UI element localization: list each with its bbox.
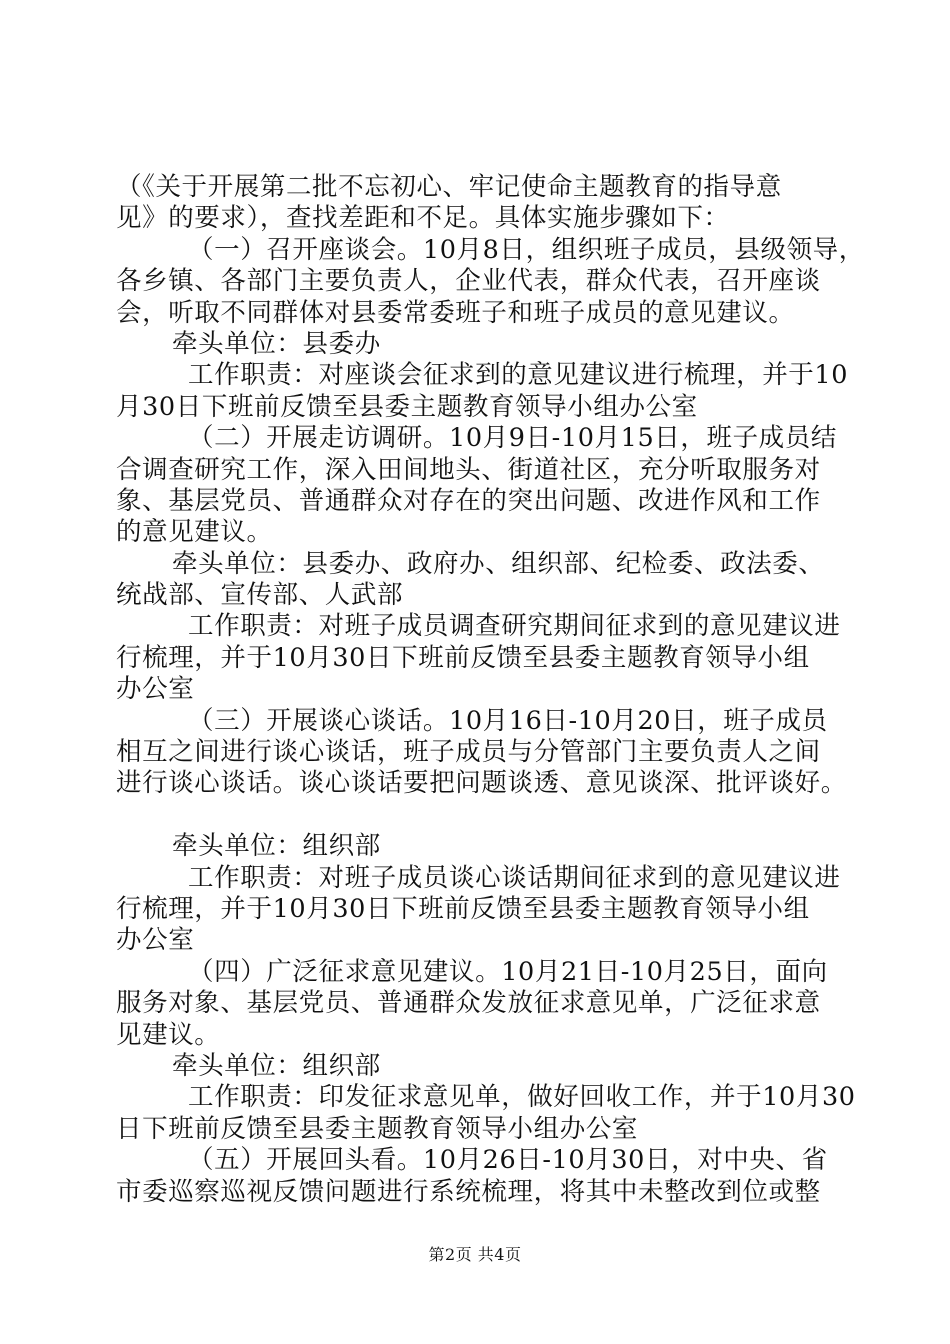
body-line: 牵头单位：县委办、政府办、组织部、纪检委、政法委、 <box>172 548 825 579</box>
body-line: 进行谈心谈话。谈心谈话要把问题谈透、意见谈深、批评谈好。 <box>116 768 847 799</box>
body-line: 各乡镇、各部门主要负责人，企业代表，群众代表，召开座谈 <box>116 266 821 297</box>
body-line: 日下班前反馈至县委主题教育领导小组办公室 <box>116 1113 639 1144</box>
body-line: 牵头单位：组织部 <box>172 831 381 862</box>
body-line: 行梳理，并于10月30日下班前反馈至县委主题教育领导小组 <box>116 893 810 924</box>
body-line: 相互之间进行谈心谈话，班子成员与分管部门主要负责人之间 <box>116 737 821 768</box>
body-line: 牵头单位：县委办 <box>172 328 381 359</box>
body-line: 办公室 <box>116 674 195 705</box>
body-line: 行梳理，并于10月30日下班前反馈至县委主题教育领导小组 <box>116 642 810 673</box>
body-line: （《关于开展第二批不忘初心、牢记使命主题教育的指导意 <box>116 172 782 202</box>
body-line: 象、基层党员、普通群众对存在的突出问题、改进作风和工作 <box>116 485 821 516</box>
blank-line <box>116 800 838 831</box>
body-line: 服务对象、基层党员、普通群众发放征求意见单，广泛征求意 <box>116 988 821 1019</box>
page-footer: 第2页 共4页 <box>428 1245 522 1264</box>
body-line: 工作职责：对班子成员谈心谈话期间征求到的意见建议进 <box>188 862 841 893</box>
body-line: （三）开展谈心谈话。10月16日-10月20日，班子成员 <box>188 705 828 736</box>
body-line: 办公室 <box>116 925 195 956</box>
body-line: 牵头单位：组织部 <box>172 1050 381 1081</box>
body-line: 工作职责：印发征求意见单，做好回收工作，并于10月30 <box>188 1082 856 1113</box>
body-line: 月30日下班前反馈至县委主题教育领导小组办公室 <box>116 391 698 422</box>
body-line: （四）广泛征求意见建议。10月21日-10月25日，面向 <box>188 956 828 987</box>
body-line: 市委巡察巡视反馈问题进行系统梳理，将其中未整改到位或整 <box>116 1176 821 1207</box>
body-line: 会，听取不同群体对县委常委班子和班子成员的意见建议。 <box>116 297 795 328</box>
body-line: 的意见建议。 <box>116 517 273 548</box>
body-line: 合调查研究工作，深入田间地头、街道社区，充分听取服务对 <box>116 454 821 485</box>
body-line: （五）开展回头看。10月26日-10月30日，对中央、省 <box>188 1145 828 1176</box>
body-line: （二）开展走访调研。10月9日-10月15日，班子成员结 <box>188 423 837 454</box>
body-line: （一）召开座谈会。10月8日，组织班子成员，县级领导， <box>188 234 865 265</box>
body-line: 统战部、宣传部、人武部 <box>116 580 404 611</box>
document-body <box>116 172 865 1208</box>
body-line: 工作职责：对班子成员调查研究期间征求到的意见建议进 <box>188 611 841 642</box>
body-line: 见》的要求），查找差距和不足。具体实施步骤如下： <box>116 203 730 234</box>
body-line: 工作职责：对座谈会征求到的意见建议进行梳理，并于10 <box>188 360 849 391</box>
body-line: 见建议。 <box>116 1019 221 1050</box>
